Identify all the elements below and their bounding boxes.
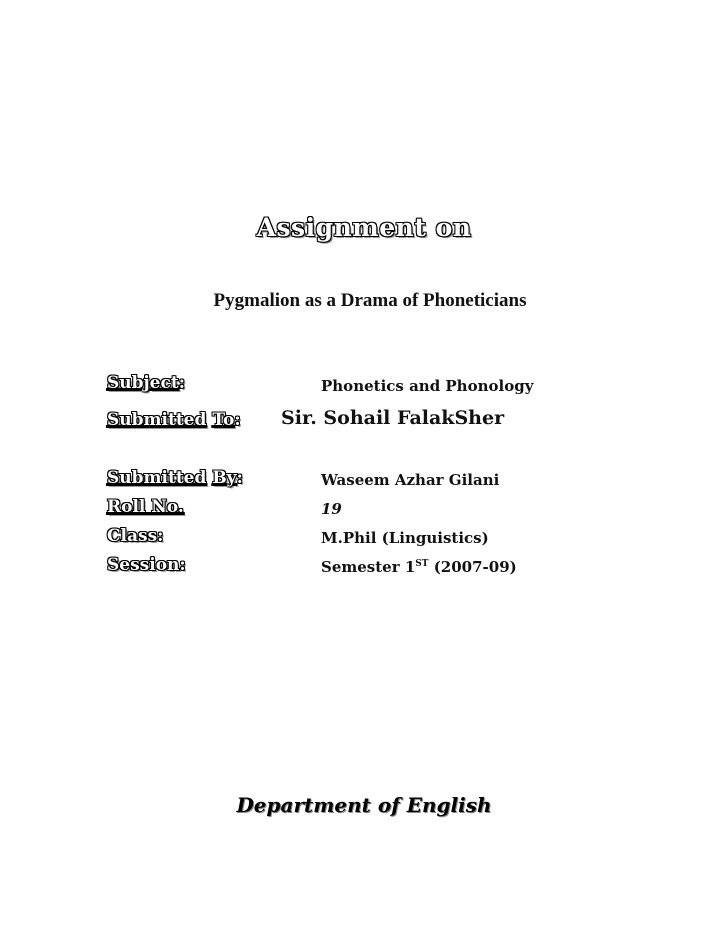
subject-label xyxy=(107,373,185,393)
submitted-by-label xyxy=(107,468,243,488)
assignment-topic: Pygmalion as a Drama of Phoneticians xyxy=(213,290,527,311)
submitted-to-label-part2: To xyxy=(212,410,235,430)
session-label: Session: xyxy=(107,555,186,575)
subject-label-text: Subject xyxy=(107,373,179,393)
subject-label-colon: : xyxy=(178,373,185,393)
class-value: M.Phil (Linguistics) xyxy=(321,529,489,547)
class-label: Class: xyxy=(107,526,164,546)
department-name: Department of English xyxy=(236,793,492,817)
assignment-heading: Assignment on xyxy=(256,213,472,242)
submitted-to-label-colon: : xyxy=(234,410,241,430)
submitted-by-label-part1: Submitted xyxy=(107,468,207,488)
session-value-sup: ST xyxy=(415,559,429,569)
submitted-by-label-colon: : xyxy=(236,468,243,488)
roll-no-label-text: Roll No. xyxy=(107,497,184,517)
roll-no-label xyxy=(107,497,184,517)
session-value-suffix: (2007-09) xyxy=(428,558,517,576)
submitted-by-label-part2: By xyxy=(212,468,237,488)
roll-no-value: 19 xyxy=(321,500,342,518)
subject-value: Phonetics and Phonology xyxy=(321,377,534,395)
session-value xyxy=(321,558,517,576)
submitted-to-label xyxy=(107,410,241,430)
session-value-prefix: Semester 1 xyxy=(321,558,416,576)
submitted-to-label-part1: Submitted xyxy=(107,410,207,430)
submitted-by-value: Waseem Azhar Gilani xyxy=(321,471,500,489)
submitted-to-value: Sir. Sohail FalakSher xyxy=(281,407,505,429)
